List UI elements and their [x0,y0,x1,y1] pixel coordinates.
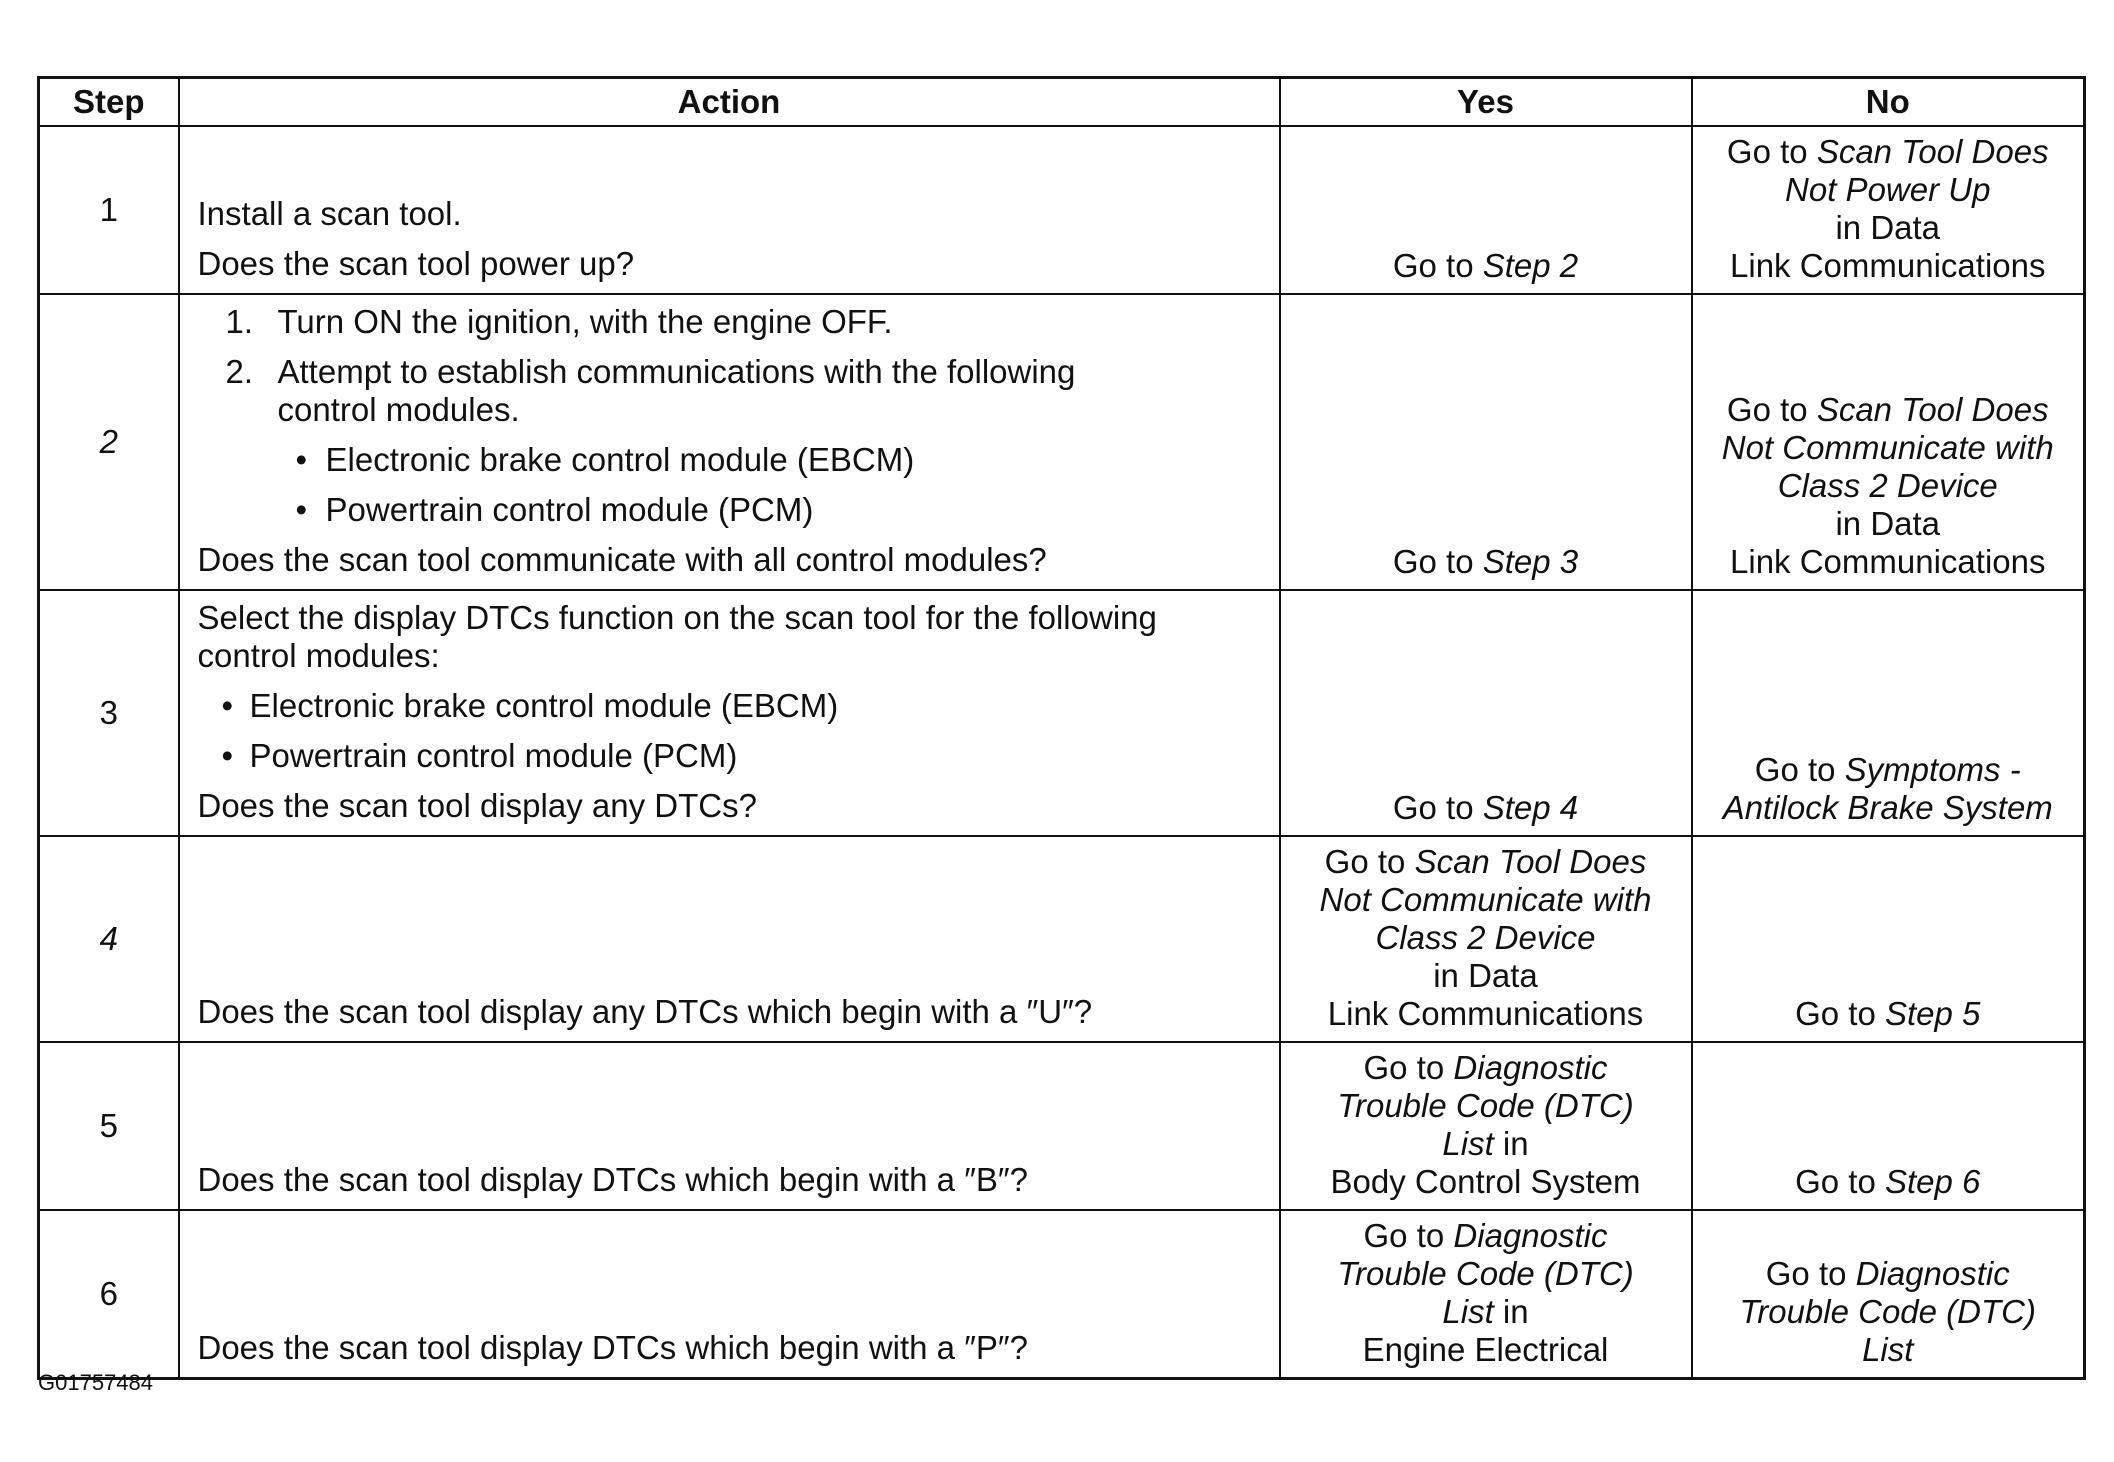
action-cell [179,590,1280,836]
yes-text: Go to [1392,542,1483,580]
no-step-link[interactable]: Step 6 [1884,1162,1981,1200]
no-text: Go to [1726,132,1817,170]
action-cell [179,294,1280,590]
action-question: Does the scan tool display DTCs which begin with a ″B″? [197,1160,1028,1198]
yes-text: Link Communications [1327,994,1644,1032]
action-line: control modules: [197,636,440,674]
header-no: No [1692,78,2085,126]
bullet-item: • Powertrain control module (PCM) [198,737,1263,775]
yes-text: Engine Electrical [1362,1330,1609,1368]
no-link[interactable]: Antilock Brake System [1722,788,2053,826]
step-number: 5 [39,1042,179,1210]
no-link[interactable]: Symptoms - [1844,750,2021,788]
step-number: 4 [39,836,179,1042]
yes-step-link[interactable]: Step 3 [1482,542,1579,580]
step-number: 2 [39,294,179,590]
no-text: Go to [1726,390,1817,428]
yes-text: in [1493,1292,1529,1330]
no-cell [1692,836,2085,1042]
action-line: Attempt to establish communications with the following [277,352,1076,390]
table-row [39,836,2085,1042]
action-cell [179,836,1280,1042]
table-row [39,294,2085,590]
header-step: Step [39,78,179,126]
yes-link[interactable]: List [1442,1124,1494,1162]
figure-id: G01757484 [38,1370,153,1395]
bullet-item: • Electronic brake control module (EBCM) [198,441,1263,479]
no-link[interactable]: Not Communicate with [1721,428,2054,466]
no-cell [1692,126,2085,294]
list-number: 1. [225,302,254,340]
yes-cell [1280,126,1692,294]
no-link[interactable]: Class 2 Device [1777,466,1998,504]
action-line: Select the display DTCs function on the scan tool for the following [197,598,1157,636]
bullet-item: • Powertrain control module (PCM) [198,491,1263,529]
yes-step-link[interactable]: Step 2 [1482,246,1579,284]
table-row [39,126,2085,294]
yes-link[interactable]: List [1442,1292,1494,1330]
yes-cell [1280,294,1692,590]
no-link[interactable]: List [1862,1330,1914,1368]
no-text: Go to [1795,1162,1885,1200]
yes-text: Go to [1363,1216,1454,1254]
no-link[interactable]: Trouble Code (DTC) [1739,1292,2036,1330]
yes-link[interactable]: Trouble Code (DTC) [1337,1254,1634,1292]
header-action: Action [179,78,1280,126]
yes-link[interactable]: Not Communicate with [1319,880,1652,918]
no-link[interactable]: Scan Tool Does [1816,132,2049,170]
action-line: Turn ON the ignition, with the engine OFF. [277,302,893,340]
yes-cell [1280,590,1692,836]
diagnostic-table [37,76,2086,1380]
no-step-link[interactable]: Step 5 [1884,994,1981,1032]
table-row [39,1042,2085,1210]
bullet-item: • Electronic brake control module (EBCM) [198,687,1263,725]
yes-text: Go to [1392,788,1483,826]
no-cell [1692,590,2085,836]
action-question: Does the scan tool power up? [197,244,635,282]
header-row [39,78,2085,126]
header-yes: Yes [1280,78,1692,126]
yes-link[interactable]: Diagnostic [1453,1048,1608,1086]
yes-cell [1280,1042,1692,1210]
no-cell [1692,1042,2085,1210]
no-text: Go to [1795,994,1885,1032]
action-question: Does the scan tool display any DTCs? [197,786,757,824]
yes-link[interactable]: Scan Tool Does [1414,842,1647,880]
no-cell [1692,1210,2085,1379]
step-number: 6 [39,1210,179,1379]
action-question: Does the scan tool communicate with all control modules? [197,540,1047,578]
no-link[interactable]: Not Power Up [1785,170,1991,208]
no-link[interactable]: Diagnostic [1855,1254,2010,1292]
action-cell [179,1042,1280,1210]
action-cell [179,126,1280,294]
yes-text: Body Control System [1330,1162,1641,1200]
table-row [39,590,2085,836]
yes-cell [1280,836,1692,1042]
action-cell [179,1210,1280,1379]
no-text: Link Communications [1730,542,2046,580]
action-line: Install a scan tool. [197,194,462,232]
action-question: Does the scan tool display DTCs which begin with a ″P″? [197,1328,1028,1366]
no-text: in Data [1835,504,1941,542]
yes-link[interactable]: Diagnostic [1453,1216,1608,1254]
no-text: Go to [1765,1254,1856,1292]
action-line: control modules. [277,390,520,428]
yes-link[interactable]: Trouble Code (DTC) [1337,1086,1634,1124]
yes-text: in Data [1433,956,1538,994]
no-text: Go to [1754,750,1845,788]
yes-cell [1280,1210,1692,1379]
action-question: Does the scan tool display any DTCs which begin with a ″U″? [197,992,1093,1030]
no-text: in Data [1835,208,1941,246]
list-number: 2. [225,352,254,390]
yes-link[interactable]: Class 2 Device [1375,918,1596,956]
step-number: 3 [39,590,179,836]
yes-step-link[interactable]: Step 4 [1482,788,1579,826]
table-row [39,1210,2085,1379]
yes-text: Go to [1392,246,1483,284]
yes-text: Go to [1363,1048,1454,1086]
no-text: Link Communications [1730,246,2046,284]
no-link[interactable]: Scan Tool Does [1816,390,2049,428]
yes-text: in [1493,1124,1529,1162]
yes-text: Go to [1324,842,1415,880]
no-cell [1692,294,2085,590]
step-number: 1 [39,126,179,294]
